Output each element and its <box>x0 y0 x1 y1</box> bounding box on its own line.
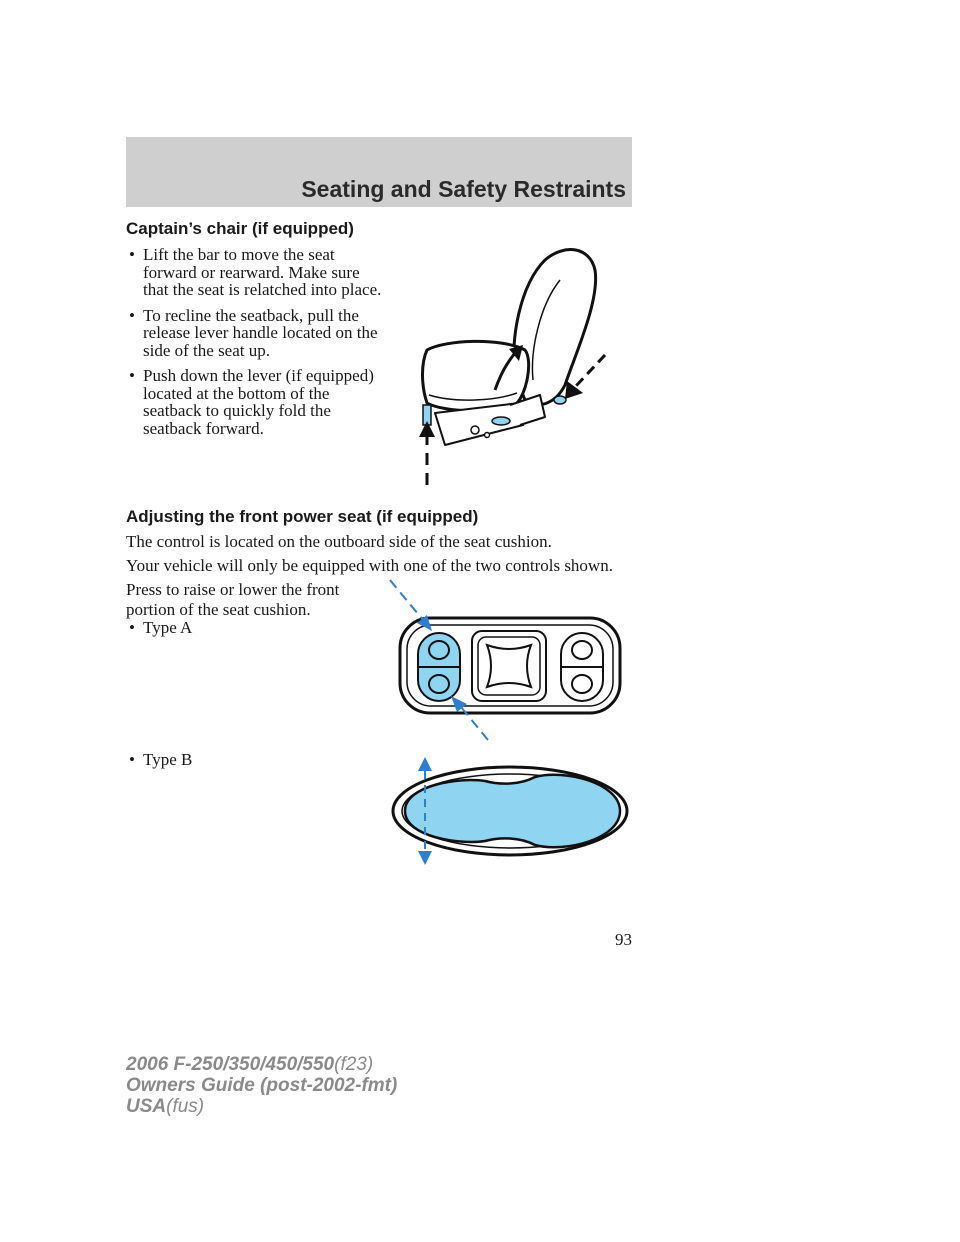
page-number: 93 <box>615 930 632 949</box>
list-item: • Type B <box>126 751 192 769</box>
captains-chair-illustration <box>415 245 640 490</box>
power-seat-location-text: The control is located on the outboard side of the seat cushion. <box>126 532 552 551</box>
type-a-control-illustration <box>385 575 625 750</box>
document-footer <box>126 1054 397 1117</box>
footer-market: USA <box>126 1096 167 1117</box>
captains-chair-list <box>126 246 386 445</box>
type-b-control-illustration <box>390 755 635 867</box>
power-seat-heading: Adjusting the front power seat (if equipped) <box>126 507 479 526</box>
power-seat-equipment-text: Your vehicle will only be equipped with one of the two controls shown. <box>126 556 613 575</box>
footer-guide: Owners Guide (post-2002-fmt) <box>126 1075 398 1096</box>
type-a-list <box>126 619 192 645</box>
list-item: • Lift the bar to move the seat forward or rearward. Make sure that the seat is relatched into place. <box>126 246 386 299</box>
list-item: • To recline the seatback, pull the release lever handle located on the side of the seat up. <box>126 307 386 360</box>
power-seat-instruction-text: Press to raise or lower the front portion of the seat cushion. <box>126 580 340 619</box>
footer-market-code: (fus) <box>166 1096 205 1117</box>
captains-chair-heading: Captain’s chair (if equipped) <box>126 219 354 238</box>
footer-model: 2006 F-250/350/450/550 <box>126 1054 335 1075</box>
type-b-list <box>126 751 192 777</box>
footer-model-code: (f23) <box>334 1054 374 1075</box>
list-item: • Type A <box>126 619 192 637</box>
list-item: • Push down the lever (if equipped) located at the bottom of the seatback to quickly fold the seatback forward. <box>126 367 386 437</box>
section-title: Seating and Safety Restraints <box>301 176 626 202</box>
section-header-band <box>126 137 632 207</box>
